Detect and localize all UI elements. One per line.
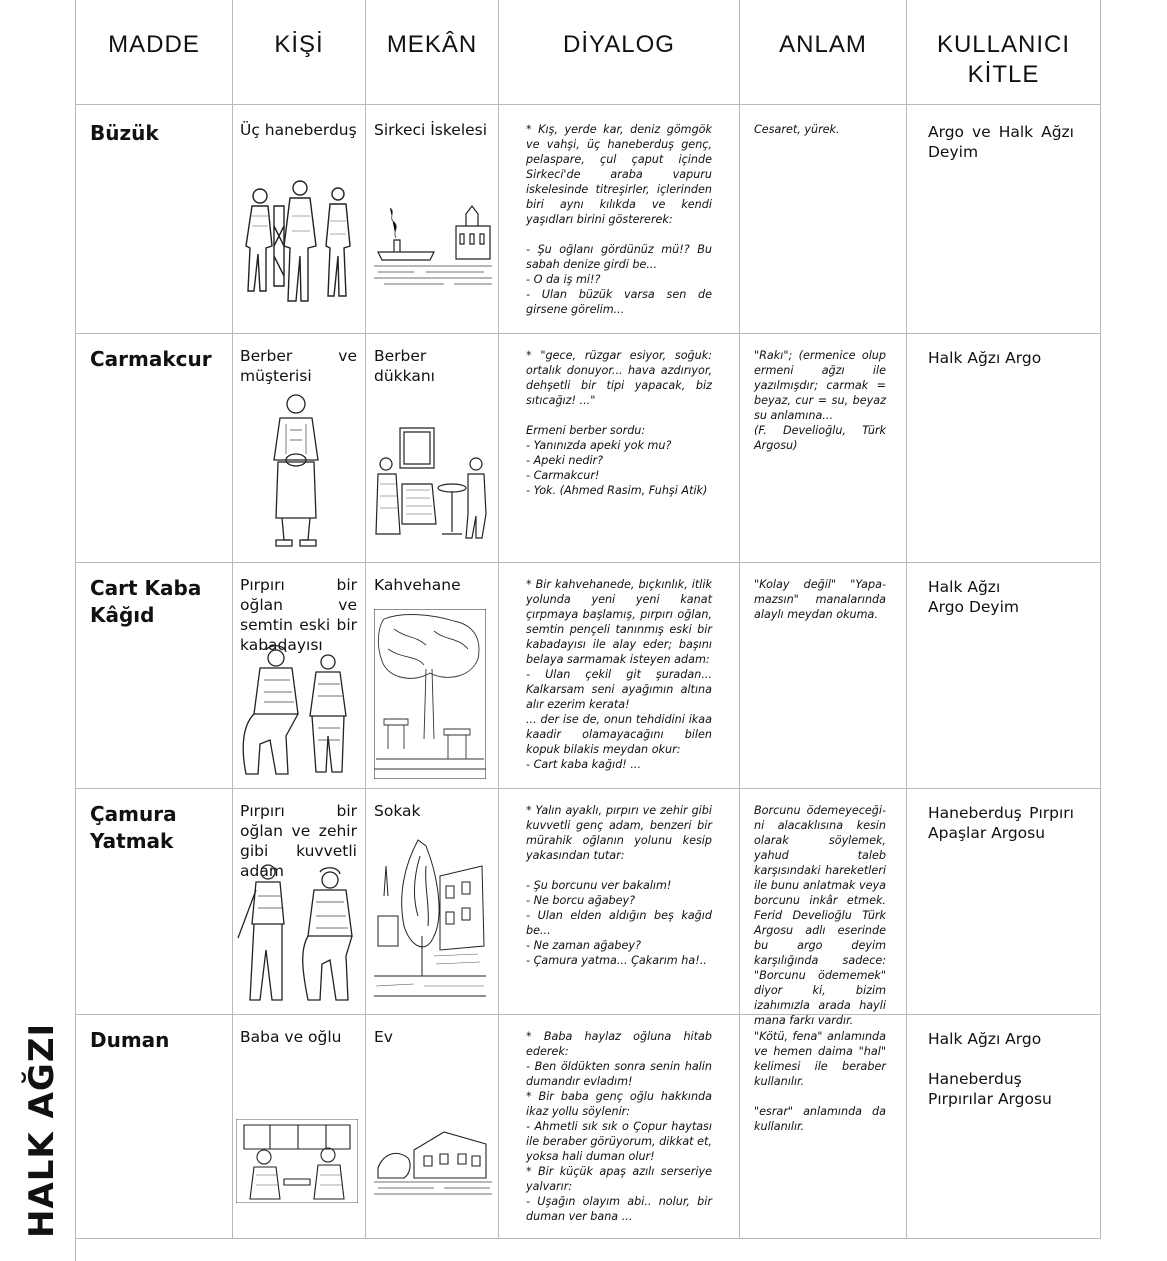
grid-line: [75, 1014, 1101, 1015]
header-kullanici-kitle: KULLANICI KİTLE: [936, 31, 1071, 88]
grid-line: [75, 788, 1101, 789]
young-man-and-strongman-illustration: [234, 860, 362, 1010]
dialogue: * "gece, rüzgar esiyor, soğuk: ortalık donuyor... hava azdırıyor, dehşetli bir tipi yapacak, biz sıtıcağız! ..." Ermeni berber sordu: - Yanınızda apeki yok mu? - Apeki nedir? - Carmakcur! - Yok. (Ahmed Rasim, Fuhşi Atik): [526, 349, 712, 497]
audience: Argo ve Halk Ağzı Deyim: [928, 123, 1074, 161]
person: Pırpırı bir oğlan ve semtin eski bir kabadayısı: [240, 576, 357, 654]
meaning: "Kolay değil" "Yapa-mazsın" manalarında alaylı meydan okuma.: [754, 578, 886, 621]
term: Çamura Yatmak: [90, 802, 177, 853]
grid-line: [75, 0, 76, 1261]
father-and-son-illustration: [236, 1119, 358, 1203]
person: Üç haneberduş: [240, 121, 357, 139]
term: Duman: [90, 1028, 170, 1052]
grid-line: [498, 0, 499, 1238]
meaning: Cesaret, yürek.: [754, 123, 840, 136]
audience: Halk Ağzı Argo Deyim: [928, 578, 1020, 616]
grid-line: [75, 562, 1101, 563]
meaning: "Rakı"; (ermenice olup ermeni ağzı ile yazılmışdır; carmak = beyaz, cur = su, beyaz su anlamına... (F. Develioğlu, Türk Argosu): [754, 349, 886, 452]
header-anlam: ANLAM: [779, 31, 867, 58]
street-illustration: [374, 836, 486, 1008]
grid-line: [75, 333, 1101, 334]
barber-shop-illustration: [372, 424, 492, 544]
dialogue: * Kış, yerde kar, deniz gömgök ve vahşi, üç haneberduş genç, pelaspare, çul çaput içinde Sirkeci'de araba vapuru iskelesinde titreşirler, içlerinden biri aynı kılıkda ve kendi yaşıdları birini göstererek: - Şu oğlanı gördünüz mü!? Bu sabah denize girdi be... - O da iş mi!? - Ulan büzük varsa sen de girsene görelim...: [526, 123, 712, 316]
place: Berber dükkanı: [374, 347, 435, 385]
barber-illustration: [256, 390, 336, 552]
meaning: Borcunu ödemeyeceği-ni alacaklısına kesin olarak söylemek, yahud taleb karşısındaki hareketleri ile bunu anlatmak veya borcunu inkâr etmek. Ferid Develioğlu Türk Argosu adlı eserinde bu argo deyim karşılığında sadece: "Borcunu ödememek" diyor ki, bizim izahımızla arada hayli mana farkı vardır.: [754, 804, 886, 1027]
audience: Haneberduş Pırpırı Apaşlar Argosu: [928, 804, 1074, 842]
house-illustration: [374, 1128, 492, 1198]
coffeehouse-illustration: [374, 609, 486, 779]
person: Baba ve oğlu: [240, 1028, 342, 1046]
audience: Halk Ağzı Argo Haneberduş Pırpırılar Argosu: [928, 1030, 1052, 1108]
three-vagabonds-illustration: [238, 176, 356, 306]
place: Sokak: [374, 802, 421, 820]
term: Carmakcur: [90, 347, 212, 371]
dialogue: * Bir kahvehanede, bıçkınlık, itlik yolunda yeni yeni kanat çırpmaya başlamış, pırpırı oğlan, semtin pençeli tanınmış eski bir kabadayısı ile alay eder; başını belaya sarmamak isteyen adam: - Ulan çekil git şuradan... Kalkarsam seni ayağımın altına alır ezerim kerata! ... der ise de, onun tehdidini ikaa kaadir olamayacağını bilen kopuk bilakis meydan okur: - Cart kaba kağıd! ...: [526, 578, 712, 771]
grid-line: [906, 0, 907, 1238]
sirkeci-pier-illustration: [374, 204, 492, 288]
dialogue: * Yalın ayaklı, pırpırı ve zehir gibi kuvvetli genç adam, benzeri bir mürahik oğlanın yolunu kesip yakasından tutar: - Şu borcunu ver bakalım! - Ne borcu ağabey? - Ulan elden aldığın beş kağıd be... - Ne zaman ağabey? - Çamura yatma... Çakarım ha!..: [526, 804, 712, 967]
person: Berber ve müşterisi: [240, 347, 357, 385]
grid-line: [75, 1238, 1101, 1239]
grid-line: [1100, 0, 1101, 1238]
two-men-illustration: [236, 644, 360, 784]
grid-line: [739, 0, 740, 1238]
term: Büzük: [90, 121, 159, 145]
side-title: HALK AĞZI: [22, 1022, 62, 1238]
audience: Halk Ağzı Argo: [928, 349, 1042, 367]
header-kisi: KİŞİ: [274, 31, 324, 58]
grid-line: [365, 0, 366, 1238]
meaning: "Kötü, fena" anlamında ve hemen daima "hal" kelimesi ile beraber kullanılır. "esrar" anlamında da kullanılır.: [754, 1030, 886, 1133]
place: Sirkeci İskelesi: [374, 121, 488, 139]
place: Ev: [374, 1028, 393, 1046]
term: Cart Kaba Kâğıd: [90, 576, 202, 627]
grid-line: [232, 0, 233, 1238]
header-mekan: MEKÂN: [386, 31, 478, 58]
person: Pırpırı bir oğlan ve zehir gibi kuvvetli adam: [240, 802, 357, 880]
grid-line: [75, 104, 1101, 105]
dialogue: * Baba haylaz oğluna hitab ederek: - Ben öldükten sonra senin halin dumandır evladım! * Bir baba genç oğlu hakkında ikaz yollu söylenir: - Ahmetli sık sık o Çopur haytası ile beraber görüyorum, dikkat et, yoksa hali duman olur! * Bir küçük apaş azılı serseriye yalvarır: - Uşağın olayım abi.. nolur, bir duman ver bana ...: [526, 1030, 712, 1223]
place: Kahvehane: [374, 576, 461, 594]
header-diyalog: DİYALOG: [563, 31, 675, 58]
header-madde: MADDE: [108, 31, 200, 58]
